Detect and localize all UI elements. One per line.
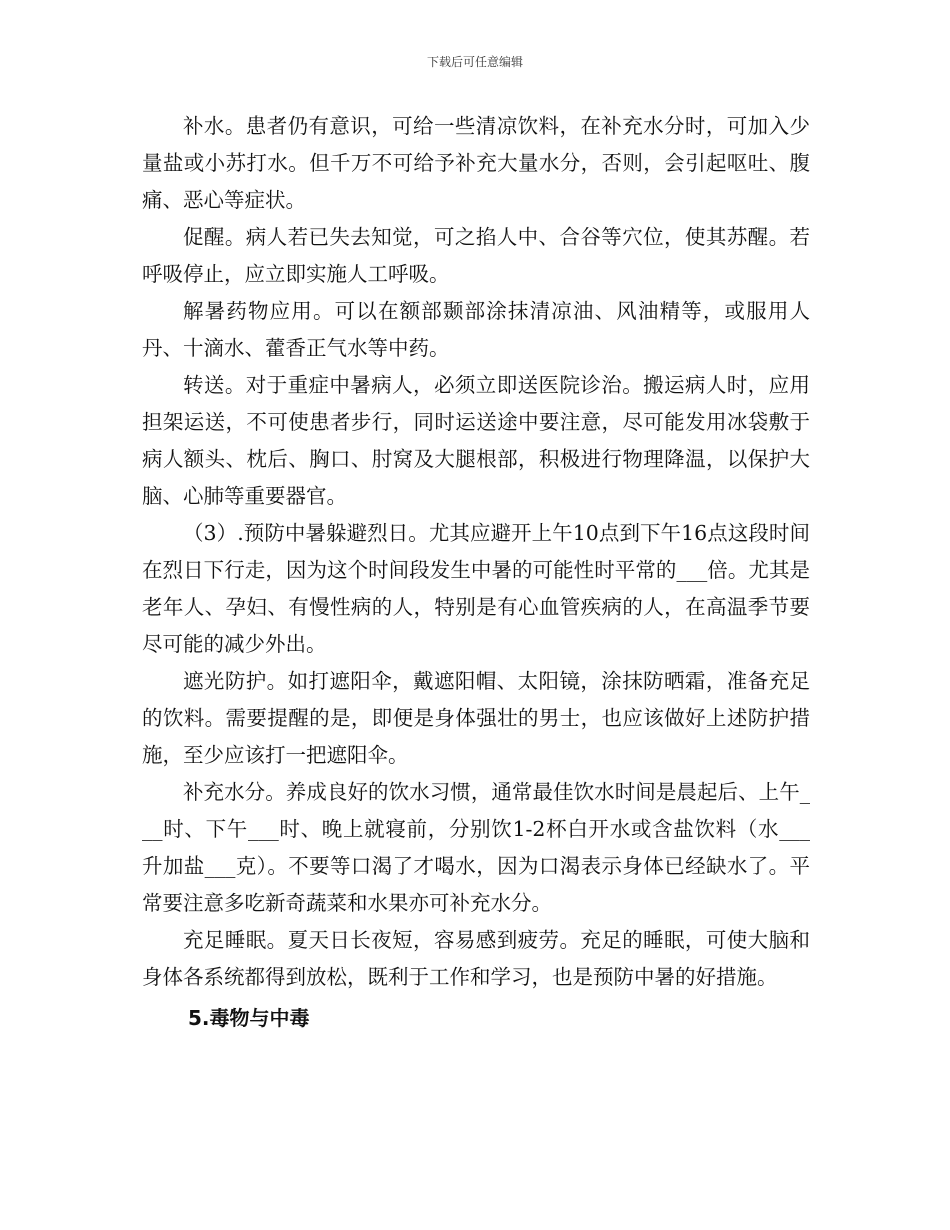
paragraph-medication: 解暑药物应用。可以在额部颞部涂抹清凉油、风油精等，或服用人丹、十滴水、藿香正气水等中药。 <box>142 299 810 360</box>
paragraph-hydration: 补水。患者仍有意识，可给一些清凉饮料，在补充水分时，可加入少量盐或小苏打水。但千万不可给予补充大量水分，否则，会引起呕吐、腹痛、恶心等症状。 <box>142 114 810 212</box>
paragraph-water-intake: 补充水分。养成良好的饮水习惯，通常最佳饮水时间是晨起后、上午___时、下午___时、晚上就寝前，分别饮1-2杯白开水或含盐饮料（水___升加盐___克）。不要等口渴了才喝水，因为口渴表示身体已经缺水了。平常要注意多吃新奇蔬菜和水果亦可补充水分。 <box>142 780 810 915</box>
section-heading: 5.毒物与中毒 <box>188 1006 310 1030</box>
paragraph-avoid-sun: （3）.预防中暑躲避烈日。尤其应避开上午10点到下午16点这段时间在烈日下行走，因为这个时间段发生中暑的可能性时平常的___倍。尤其是老年人、孕妇、有慢性病的人，特别是有心血管疾病的人，在高温季节要尽可能的减少外出。 <box>142 521 810 656</box>
page-header: 下载后可任意编辑 <box>426 55 523 69</box>
document-body <box>142 108 810 1038</box>
paragraph-sun-protection: 遮光防护。如打遮阳伞，戴遮阳帽、太阳镜，涂抹防晒霜，准备充足的饮料。需要提醒的是，即便是身体强壮的男士，也应该做好上述防护措施，至少应该打一把遮阳伞。 <box>142 669 810 767</box>
paragraph-revive: 促醒。病人若已失去知觉，可之掐人中、合谷等穴位，使其苏醒。若呼吸停止，应立即实施人工呼吸。 <box>142 225 810 286</box>
paragraph-sleep: 充足睡眠。夏天日长夜短，容易感到疲劳。充足的睡眠，可使大脑和身体各系统都得到放松，既利于工作和学习，也是预防中暑的好措施。 <box>142 928 810 989</box>
paragraph-transport: 转送。对于重症中暑病人，必须立即送医院诊治。搬运病人时，应用担架运送，不可使患者步行，同时运送途中要注意，尽可能发用冰袋敷于病人额头、枕后、胸口、肘窝及大腿根部，积极进行物理降温，以保护大脑、心肺等重要器官。 <box>142 373 810 508</box>
